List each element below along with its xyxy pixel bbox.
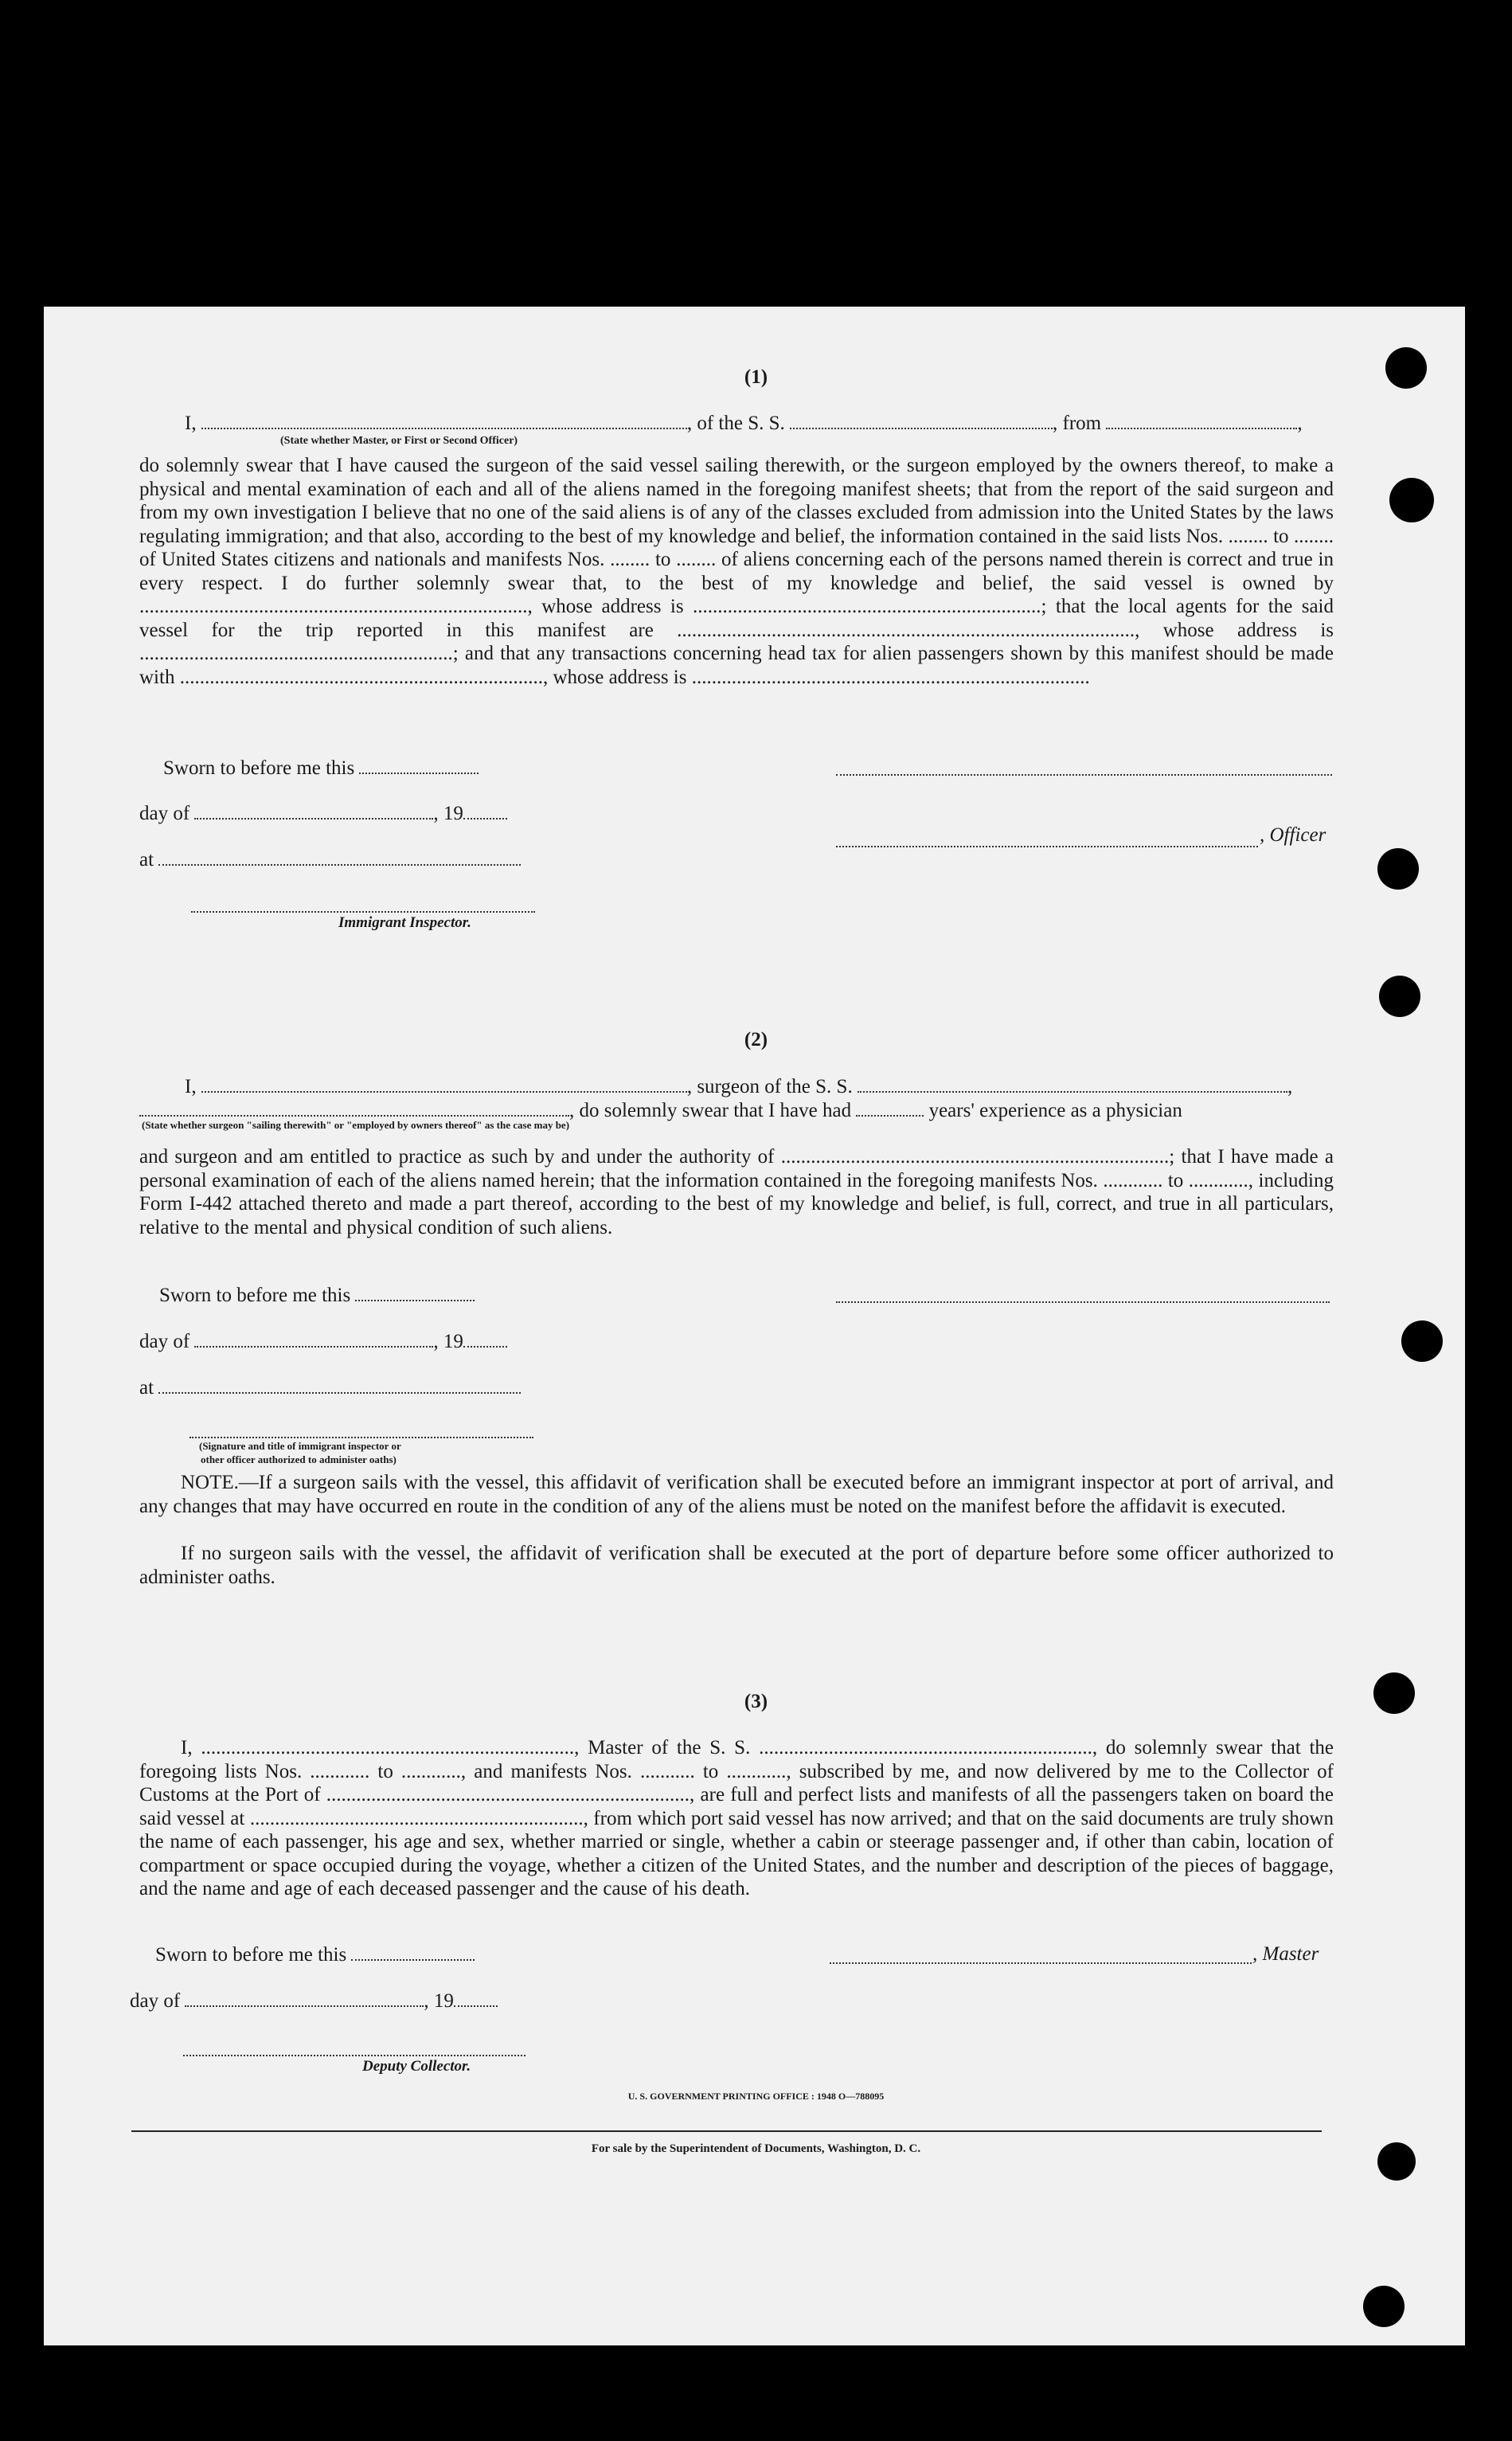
s2-note-1: NOTE.—If a surgeon sails with the vessel, this affidavit of verification shall be executed before an immigrant inspector at port of arrival, and any changes that may have occurred en route in the condition of any of the aliens must be noted on the manifest before the affidavit is executed. [139,1472,1334,1517]
s1-ss-label: , of the S. S. [686,413,785,434]
s1-sworn-date-field[interactable] [359,757,479,774]
s1-at [139,848,521,871]
s2-sworn-label: Sworn to before me this [159,1285,351,1306]
officer-rank-field[interactable] [201,412,687,429]
s2-sworn-date-field[interactable] [355,1284,475,1301]
s2-at [139,1376,521,1399]
s3-year-field[interactable] [454,1989,498,2007]
punch-hole [1363,2286,1405,2327]
deputy-label: Deputy Collector. [362,2058,471,2075]
section-1-number: (1) [744,366,768,388]
surgeon-name-field[interactable] [201,1075,687,1093]
s2-place-field[interactable] [158,1376,521,1394]
s1-sworn [163,757,479,780]
s1-line1 [185,412,1303,435]
s2-sigcap-1: (Signature and title of immigrant inspector or [199,1440,401,1452]
s2-note-2: If no surgeon sails with the vessel, the affidavit of verification shall be executed at the port of departure before some officer authorized to administer oaths. [139,1543,1334,1588]
s1-day-label: day of [139,803,190,824]
officer-label: , Officer [1260,824,1326,846]
s2-affidavit-text: and surgeon and am entitled to practice as such by and under the authority of ..............................................................................; that I have made a personal examination of each of the aliens named herein; that the information contained in the foregoing manifests Nos. ............ to ............, including Form I-442 attached thereto and made a part thereof, according to the best of my knowledge and belief, is full, correct, and true in all particulars, relative to the mental and physical condition of such aliens. [139,1146,1334,1238]
s1-affidavit-text: do solemnly swear that I have caused the surgeon of the said vessel sailing therewith, or the surgeon employed by the owners thereof, to make a physical and mental examination of each and all of the aliens named in the foregoing manifest sheets; that from the report of the said surgeon and from my own investigation I believe that no one of the said aliens is of any of the classes excluded from admission into the United States by the laws regulating immigration; and that also, according to the best of my knowledge and belief, the information contained in the said lists Nos. ........ to ........ of United States citizens and nationals and manifests Nos. ........ to ........ of aliens concerning each of the persons named therein is correct and true in every respect. I do further solemnly swear that, to the best of my knowledge and belief, the said vessel is owned by .............................................................................., whose address is ......................................................................; that the local agents for the said vessel for the trip reported in this manifest are ............................................................................................, whose address is ...............................................................; and that any transactions concerning head tax for alien passengers shown by this manifest should be made with ........................................................................., whose address is ................................................................................ [139,455,1334,688]
s1-caption: (State whether Master, or First or Second Officer) [280,435,518,447]
inspector-signature-line[interactable] [191,910,535,913]
s3-sworn-label: Sworn to before me this [155,1944,347,1966]
master-signature-line[interactable] [830,1961,1252,1964]
s3-sworn [155,1943,475,1966]
punch-hole [1379,976,1420,1017]
s1-day [139,802,507,825]
inspector-label: Immigrant Inspector. [338,914,471,931]
s2-inspector-signature-line[interactable] [189,1435,533,1438]
s3-year-label: , 19 [424,1990,454,2012]
gpo-imprint: U. S. GOVERNMENT PRINTING OFFICE : 1948 O—788095 [627,2091,885,2102]
surgeon-signature-line[interactable] [836,1300,1330,1303]
s3-month-field[interactable] [185,1989,424,2007]
s1-sworn-label: Sworn to before me this [163,757,355,779]
s1-signature-line[interactable] [836,773,1332,776]
s2-vessel-field[interactable] [858,1075,1287,1093]
s2-month-field[interactable] [194,1330,433,1348]
surgeon-status-field[interactable] [139,1099,569,1117]
officer-signature-line[interactable] [836,844,1258,847]
punch-hole [1389,478,1434,522]
years-experience-field[interactable] [856,1099,924,1117]
footer-rule [131,2130,1322,2132]
s2-swear-label: , do solemnly swear that I have had [569,1100,852,1121]
s1-at-label: at [139,849,154,870]
vessel-name-field[interactable] [790,412,1053,429]
s1-year-field[interactable] [463,802,507,820]
s2-day [139,1330,507,1353]
s2-caption: (State whether surgeon "sailing therewith" or "employed by owners thereof" as the case may be) [142,1119,570,1131]
s2-year-label: , 19 [433,1331,463,1352]
s2-years-label: years' experience as a physician [928,1100,1182,1121]
s1-year-label: , 19 [433,803,463,824]
s2-sworn [159,1284,475,1307]
punch-hole [1401,1320,1443,1362]
s2-year-field[interactable] [463,1330,507,1348]
s2-day-label: day of [139,1331,190,1352]
s1-comma: , [1297,413,1303,434]
s2-comma: , [1287,1076,1293,1097]
departure-port-field[interactable] [1106,412,1297,429]
s1-i: I, [185,413,197,434]
s3-affidavit-text: I, ..........................................................................., Master of the S. S. ..................................................................., do solemnly swear that the foregoing lists Nos. ............ to ............, and manifests Nos. ........... to ............, subscribed by me, and now delivered by me to the Collector of Customs at the Port of ........................................................................., are full and perfect lists and manifests of all the passengers taken on board the said vessel at ..................................................................., from which port said vessel has now arrived; and that on the said documents are truly shown the name of each passenger, his age and sex, whether married or single, whether a cabin or steerage passenger and, if other than cabin, location of compartment or space occupied during the voyage, whether a citizen of the United States, and the number and description of the pieces of baggage, and the name and age of each deceased passenger and the cause of his death. [139,1737,1334,1899]
s1-month-field[interactable] [194,802,433,820]
sale-notice: For sale by the Superintendent of Documents, Washington, D. C. [591,2142,921,2155]
section-2-number: (2) [744,1029,768,1050]
s2-i: I, [185,1076,197,1097]
s2-sigcap-2: other officer authorized to administer oaths) [201,1453,397,1465]
s2-line1 [185,1075,1292,1098]
s3-day [130,1989,498,2013]
s3-day-label: day of [130,1990,181,2012]
master-label: , Master [1252,1943,1319,1965]
deputy-signature-line[interactable] [183,2053,525,2056]
s1-place-field[interactable] [158,848,521,866]
section-3-number: (3) [744,1691,768,1712]
s1-from-label: , from [1053,413,1102,434]
s2-at-label: at [139,1377,154,1398]
s2-ss-label: , surgeon of the S. S. [686,1076,853,1097]
punch-hole [1377,848,1419,890]
s3-sworn-date-field[interactable] [351,1943,475,1961]
